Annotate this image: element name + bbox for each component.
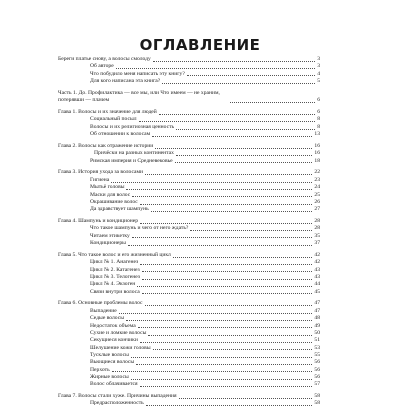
toc-entry xyxy=(58,184,320,191)
toc-entry-text: Социальный посыл xyxy=(90,116,137,123)
toc-entry xyxy=(58,158,320,165)
toc-entry-text: Предрасположенность xyxy=(90,400,144,407)
toc-entry xyxy=(58,240,320,247)
toc-entry-page: 6 xyxy=(317,109,320,116)
toc-entry-text: Часть 1. До. Профилактика — все мы, или Что имеем — не храним, потерявши — плачем xyxy=(58,89,220,104)
toc-entry-text: Секущиеся кончики xyxy=(90,337,138,344)
toc-entry xyxy=(58,78,320,85)
toc-entry-page: 42 xyxy=(314,251,320,258)
toc-entry-text: Об отношении к волосам xyxy=(90,131,151,138)
toc-entry-text: Недостаток объема xyxy=(90,322,136,329)
toc-entry-text: Глава 3. История ухода за волосами xyxy=(58,169,144,176)
toc-entry-text: Глава 4. Шампунь и кондиционер xyxy=(58,218,139,225)
toc-entry-text: Вьющиеся волосы xyxy=(90,359,135,366)
toc-entry xyxy=(58,63,320,70)
toc-entry-page: 43 xyxy=(314,266,320,273)
toc-entry xyxy=(58,323,320,330)
toc-entry-page: 56 xyxy=(314,373,320,380)
toc-entry-text: Маски для волос xyxy=(90,191,131,198)
toc-entry-page: 26 xyxy=(314,198,320,205)
toc-entry-page: 58 xyxy=(314,393,320,400)
toc-entry xyxy=(58,177,320,184)
toc-entry xyxy=(58,150,320,157)
toc-entry-page: 45 xyxy=(314,288,320,295)
toc-entry xyxy=(58,225,320,232)
toc-entry-page: 56 xyxy=(314,366,320,373)
toc-entry-text: Читаем этикетку xyxy=(90,232,130,239)
toc-entry-page: 18 xyxy=(314,157,320,164)
toc-entry-page: 42 xyxy=(314,259,320,266)
toc-entry-page: 24 xyxy=(314,184,320,191)
toc-entry xyxy=(58,206,320,213)
toc-entry-text: Глава 1. Волосы и их значение для людей xyxy=(58,109,157,116)
toc-entry xyxy=(58,381,320,388)
toc-entry-page: 57 xyxy=(314,381,320,388)
toc-entry-page: 51 xyxy=(314,337,320,344)
toc-entry-page: 49 xyxy=(314,322,320,329)
toc-entry-text: Для кого написана эта книга? xyxy=(90,78,161,85)
toc-entry-page: 44 xyxy=(314,281,320,288)
toc-entry xyxy=(58,116,320,123)
toc-entry-page: 35 xyxy=(314,232,320,239)
toc-entry xyxy=(58,267,320,274)
toc-entry-text: Волос облачивается xyxy=(90,381,138,388)
toc-entry-text: Римская империя и Средневековье xyxy=(90,157,173,164)
toc-entry-text: Цикл № 2. Катагенез xyxy=(90,266,140,273)
toc-entry xyxy=(58,345,320,352)
toc-entry-text: Глава 2. Волосы как отражение истории xyxy=(58,142,154,149)
toc-entry xyxy=(58,259,320,266)
toc-entry-text: Береги платье снову, а волосы смолоду xyxy=(58,56,151,62)
toc-entry-text: Связи внутри волоса xyxy=(90,288,140,295)
toc-entry-text: Цикл № 1. Анагенез xyxy=(90,259,139,266)
toc-entry-text: Сухие и ломкие волосы xyxy=(90,329,147,336)
toc-entry-text: Окрашивание волос xyxy=(90,198,138,205)
toc-entry-text: Что побудило меня написать эту книгу? xyxy=(90,70,185,77)
toc-entry xyxy=(58,352,320,359)
toc-entry xyxy=(58,71,320,78)
toc-entry xyxy=(58,274,320,281)
toc-entry xyxy=(58,330,320,337)
toc-entry-page: 58 xyxy=(314,400,320,407)
toc-entry-page: 50 xyxy=(314,329,320,336)
toc-entry-text: Волосы и их религиозная ценность xyxy=(90,123,175,130)
toc-entry-page: 28 xyxy=(314,218,320,225)
toc-entry-page: 8 xyxy=(317,123,320,130)
toc-entry-page: 47 xyxy=(314,307,320,314)
toc-entry xyxy=(58,367,320,374)
toc-entry-text: Седые волосы xyxy=(90,315,124,322)
toc-entry-page: 16 xyxy=(314,142,320,149)
toc-chapter xyxy=(58,252,320,259)
toc-entry xyxy=(58,337,320,344)
toc-entry-page: 53 xyxy=(314,344,320,351)
toc-chapter xyxy=(58,169,320,176)
toc-entry-page: 13 xyxy=(314,131,320,138)
toc-entry xyxy=(58,308,320,315)
toc-entry-page: 37 xyxy=(314,240,320,247)
toc-entry-text: Жирные волосы xyxy=(90,373,129,380)
toc-entry-text: Глава 6. Основные проблемы волос xyxy=(58,300,143,307)
toc-entry-page: 3 xyxy=(317,63,320,70)
toc-chapter xyxy=(58,300,320,307)
toc-entry xyxy=(58,315,320,322)
toc-entry-text: Мытьё головы xyxy=(90,184,125,191)
toc-chapter xyxy=(58,218,320,225)
toc-entry xyxy=(58,233,320,240)
toc-chapter xyxy=(58,393,320,400)
toc-entry xyxy=(58,131,320,138)
toc-entry-page: 27 xyxy=(314,206,320,213)
page-title: ОГЛАВЛЕНИЕ xyxy=(139,36,261,54)
toc-entry-text: Цикл № 3. Телогенез xyxy=(90,273,141,280)
toc-entry-page: 25 xyxy=(314,191,320,198)
toc-entry-page: 3 xyxy=(317,56,320,62)
toc-entry xyxy=(58,359,320,366)
toc-entry-text: Цикл № 4. Экзоген xyxy=(90,281,136,288)
toc-entry-text: Гигиена xyxy=(90,176,110,183)
toc-entry-page: 22 xyxy=(314,169,320,176)
toc-chapter xyxy=(58,143,320,150)
toc-entry-page: 28 xyxy=(314,225,320,232)
toc-entry-text: Глава 7. Волосы стали хуже. Причины выпадения xyxy=(58,393,177,400)
toc-entry-text: Перхоть xyxy=(90,366,110,373)
toc-entry-page: 48 xyxy=(314,315,320,322)
toc-entry xyxy=(58,192,320,199)
toc-entry-page: 16 xyxy=(314,150,320,157)
toc-entry-text: Шелушение кожи головы xyxy=(90,344,151,351)
toc-entry xyxy=(58,90,320,105)
toc-entry-text: Об авторе xyxy=(90,63,114,70)
toc-entry-text: Выпадение xyxy=(90,307,117,314)
toc-entry-text: Да здравствует шампунь xyxy=(90,206,149,213)
toc-entry-text: Кондиционеры xyxy=(90,240,126,247)
toc-entry xyxy=(58,281,320,288)
toc-entry xyxy=(58,289,320,296)
toc-entry-text: Тусклые волосы xyxy=(90,351,129,358)
toc-entry-page: 5 xyxy=(317,78,320,85)
toc-entry xyxy=(58,199,320,206)
toc-entry-page: 23 xyxy=(314,176,320,183)
toc-entry-page: 55 xyxy=(314,351,320,358)
toc-entry xyxy=(58,124,320,131)
toc-entry-text: Что такое шампунь и чего от него ждать? xyxy=(90,225,189,232)
toc-entry-text: Глава 5. Что такое волос и его жизненный цикл xyxy=(58,251,171,258)
table-of-contents xyxy=(58,56,320,408)
toc-entry-page: 4 xyxy=(317,70,320,77)
toc-entry-page: 43 xyxy=(314,273,320,280)
toc-entry-page: 56 xyxy=(314,359,320,366)
toc-entry xyxy=(58,400,320,407)
toc-entry-page: 6 xyxy=(317,97,320,104)
toc-entry-page: 8 xyxy=(317,116,320,123)
toc-entry-page: 47 xyxy=(314,300,320,307)
toc-entry-text: Причёски на разных континентах xyxy=(94,150,174,157)
